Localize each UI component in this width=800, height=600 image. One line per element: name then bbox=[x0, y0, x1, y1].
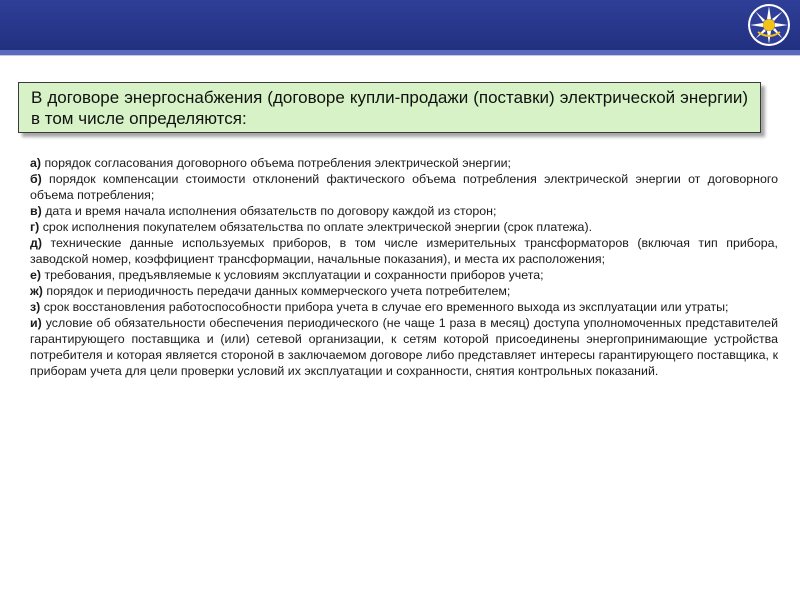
item-letter: г) bbox=[30, 220, 40, 234]
item-letter: в) bbox=[30, 204, 42, 218]
list-item bbox=[30, 283, 778, 299]
heading-box bbox=[18, 82, 761, 133]
item-letter: б) bbox=[30, 172, 42, 186]
item-text: срок исполнения покупателем обязательства по оплате электрической энергии (срок платежа). bbox=[39, 220, 593, 234]
heading-text: В договоре энергоснабжения (договоре купли-продажи (поставки) электрической энергии) в том числе определяются: bbox=[31, 88, 748, 128]
item-letter: е) bbox=[30, 268, 42, 282]
sun-emblem-icon bbox=[746, 2, 792, 48]
item-text: порядок компенсации стоимости отклонений фактического объема потребления электрической энергии от договорного объема потребления; bbox=[30, 172, 778, 202]
item-text: срок восстановления работоспособности прибора учета в случае его временного выхода из эксплуатации или утраты; bbox=[40, 300, 729, 314]
header-bar bbox=[0, 0, 800, 50]
list-item bbox=[30, 203, 778, 219]
item-letter: д) bbox=[30, 236, 42, 250]
item-text: порядок и периодичность передачи данных коммерческого учета потребителем; bbox=[42, 284, 511, 298]
item-text: порядок согласования договорного объема потребления электрической энергии; bbox=[41, 156, 512, 170]
item-text: условие об обязательности обеспечения периодического (не чаще 1 раза в месяц) доступа уполномоченных представителей гарантирующего поставщика и (или) сетевой организации, к сетям которой присоединены энергопринимающие устройства потребителя и которая является стороной в заключаемом договоре либо представляет интересы гарантирующего поставщика, к приборам учета для цели проверки условий их эксплуатации и сохранности, снятия контрольных показаний. bbox=[30, 316, 778, 378]
item-text: требования, предъявляемые к условиям эксплуатации и сохранности приборов учета; bbox=[41, 268, 544, 282]
item-text: технические данные используемых приборов, в том числе измерительных трансформаторов (включая тип прибора, заводской номер, коэффициент трансформации, начальные показания), и места их расположения; bbox=[30, 236, 778, 266]
list-item bbox=[30, 315, 778, 379]
item-letter: и) bbox=[30, 316, 42, 330]
list-item bbox=[30, 267, 778, 283]
conditions-list bbox=[30, 155, 778, 379]
list-item bbox=[30, 155, 778, 171]
header-divider bbox=[0, 50, 800, 56]
list-item bbox=[30, 299, 778, 315]
item-letter: з) bbox=[30, 300, 41, 314]
list-item bbox=[30, 171, 778, 203]
item-text: дата и время начала исполнения обязательств по договору каждой из сторон; bbox=[41, 204, 497, 218]
list-item bbox=[30, 219, 778, 235]
item-letter: ж) bbox=[30, 284, 43, 298]
item-letter: а) bbox=[30, 156, 42, 170]
list-item bbox=[30, 235, 778, 267]
